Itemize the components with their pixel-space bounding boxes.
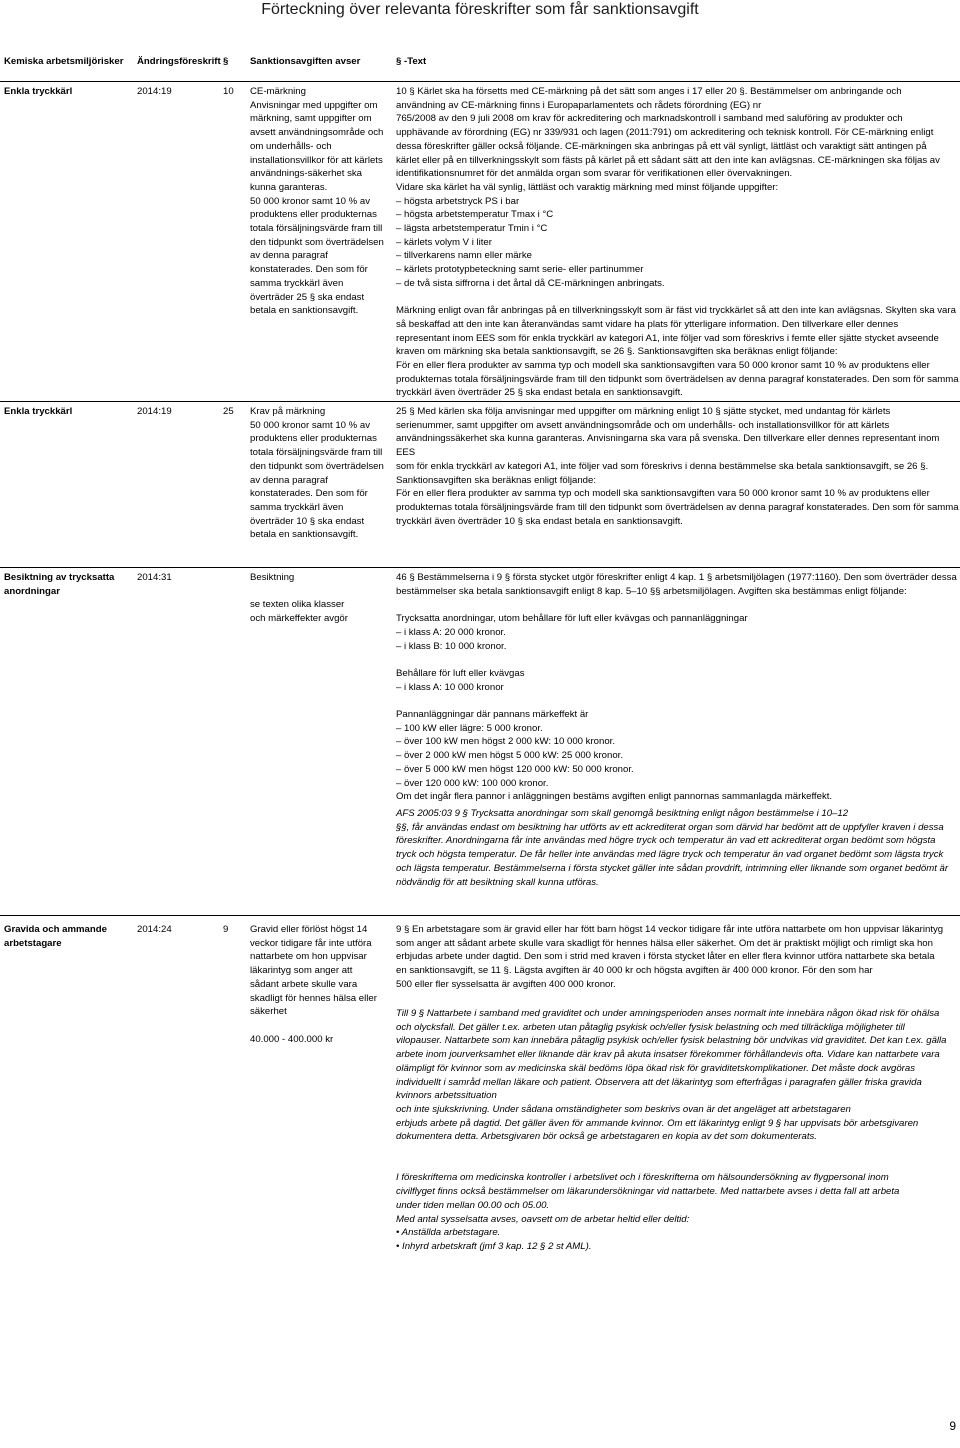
text-line: kunna garanteras. <box>250 181 328 193</box>
row-avser <box>250 85 392 318</box>
text-line: se texten olika klasser <box>250 599 345 611</box>
text-line: erbjudas arbete under dagtid. Den som i strid med kraven i första stycket låter en eller flera kvinnor utföra nattarbete ska betala <box>396 951 935 963</box>
text-line: överträder 10 § ska endast <box>250 515 365 527</box>
text-line: AFS 2005:03 9 § Trycksatta anordningar som skall genomgå besiktning enligt någon bestämmelse i 10–12 <box>396 808 849 819</box>
text-line: 46 § Bestämmelserna i 9 § första stycket utgör föreskrifter enligt 4 kap. 1 § arbetsmiljölagen (1977:1160). Den som överträder dessa <box>396 572 957 583</box>
text-line: – kärlets prototypbeteckning samt serie- eller partinummer <box>396 264 644 276</box>
text-line: För en eller flera produkter av samma typ och modell ska sanktionsavgiften vara 50 000 kronor samt 10 % av produktens eller <box>396 488 930 500</box>
text-line: säkerhet <box>250 1006 287 1018</box>
text-line: under tiden mellan 00.00 och 05.00. <box>396 1199 550 1211</box>
row-divider <box>0 81 960 82</box>
header-para: § <box>223 56 229 67</box>
text-line <box>396 291 960 305</box>
row-text <box>396 405 960 528</box>
text-line: 10 § Kärlet ska ha försetts med CE-märkning på det sätt som anges i 17 eller 20 §. Bestämmelser om anbringande och <box>396 86 902 97</box>
text-line: Anvisningar med uppgifter om <box>250 99 378 111</box>
row-para: 9 <box>223 924 229 935</box>
text-line: samma tryckkärl även <box>250 277 344 289</box>
text-line: – kärlets volym V i liter <box>396 236 492 248</box>
text-line: – högsta arbetstemperatur Tmax i °C <box>396 209 554 221</box>
row-change: 2014:19 <box>137 406 172 417</box>
row-text <box>396 571 960 804</box>
text-line: 9 § En arbetstagare som är gravid eller har fött barn högst 14 veckor tidigare får inte utföra nattarbete om hon uppvisar läkarintyg <box>396 924 944 935</box>
text-line: • Anställda arbetstagare. <box>396 1227 501 1239</box>
row-text <box>396 923 960 992</box>
text-line: kvinnors arbetssituation <box>396 1090 497 1102</box>
text-line: användningssäkerhet ska kunna garanteras. Anvisningarna ska vara på svenska. Den tillverkare eller dennes representant inom EES <box>396 433 940 459</box>
row-risk: Gravida och ammande arbetstagare <box>4 924 107 949</box>
text-line: avsett användningsområde och <box>250 127 384 139</box>
header-risk: Kemiska arbetsmiljörisker <box>4 56 124 67</box>
text-line <box>250 1019 392 1033</box>
text-line: dokumentera detta. Arbetsgivaren bör också ge arbetstagaren en kopia av det som dokumenterats. <box>396 1131 817 1143</box>
text-line: totala försäljningsvärde fram till <box>250 223 383 235</box>
text-line: och olycksfall. Det gäller t.ex. arbeten utan påtaglig psykisk och/eller fysisk belastning och med tillräckliga möjligheter till <box>396 1021 905 1033</box>
text-line: serienummer, samt uppgifter om avsett användningsområde och om underhålls- och installationsvillkor för att kärlets <box>396 419 890 431</box>
row-para: 10 <box>223 86 234 97</box>
text-line: Gravid eller förlöst högst 14 <box>250 924 368 935</box>
row-risk: Enkla tryckkärl <box>4 406 73 417</box>
text-line: konstaterades. Den som för <box>250 264 368 276</box>
text-line: tryckkärl även överträder 25 § ska endast betala en sanktionsavgift. <box>396 387 683 399</box>
text-line <box>396 653 960 667</box>
text-line: och märkeffekter avgör <box>250 613 348 625</box>
text-line: användnings-säkerhet ska <box>250 168 362 180</box>
text-line: kärlet eller på en tillverkningsskylt som fästs på kärlet på ett sådant sätt att den inte kan avlägsnas. CE-märkningen ska följas av <box>396 154 940 166</box>
text-line: märkning, samt uppgifter om <box>250 113 372 125</box>
row-italic-text <box>396 807 960 889</box>
row-divider <box>0 567 960 568</box>
text-line: produktens eller produkternas <box>250 209 377 221</box>
text-line: individuellt i samråd mellan läkare och patient. Observera att det läkarintyg som efterfrågas i paragrafen gäller friska gravida <box>396 1076 922 1088</box>
text-line: den tidpunkt som överträdelsen <box>250 460 384 472</box>
text-line: produktens eller produkternas <box>250 433 377 445</box>
text-line: vilopauser. Nattarbete som kan innebära påtaglig psykisk och/eller fysisk belastning bör undvikas vid graviditet. Det kan t.ex. gälla <box>396 1035 947 1047</box>
text-line: Pannanläggningar där pannans märkeffekt är <box>396 708 589 720</box>
text-line: produkternas totala försäljningsvärde fram till den tidpunkt som överträdelsen av denna paragraf konstaterades. Den som för samma <box>396 373 959 385</box>
text-line: Med antal sysselsatta avses, oavsett om de arbetar heltid eller deltid: <box>396 1213 690 1225</box>
text-line: – i klass B: 10 000 kronor. <box>396 640 507 652</box>
text-line: sådant arbete skulle vara <box>250 978 358 990</box>
text-line: nödvändig för att besiktning skall kunna utföras. <box>396 876 599 888</box>
text-line: installationsvillkor för att kärlets <box>250 154 383 166</box>
text-line: – de två sista siffrorna i det årtal då CE-märkningen anbringats. <box>396 277 665 289</box>
header-avser: Sanktionsavgiften avser <box>250 56 361 67</box>
row-divider <box>0 915 960 916</box>
text-line: Besiktning <box>250 572 295 583</box>
text-line: – i klass A: 10 000 kronor <box>396 681 504 693</box>
text-line: betala en sanktionsavgift. <box>250 305 359 317</box>
header-change: Ändringsföreskrift <box>137 56 221 67</box>
row-change: 2014:19 <box>137 86 172 97</box>
text-line: och lägsta temperatur. Bestämmelserna i första stycket gäller inte sådan provdrift, intrimning eller liknande som organet bedömt är <box>396 862 949 874</box>
text-line: om underhålls- och <box>250 140 332 152</box>
text-line: 50 000 kronor samt 10 % av <box>250 419 370 431</box>
page-title: Förteckning över relevanta föreskrifter som får sanktionsavgift <box>261 1 699 18</box>
row-divider <box>0 401 960 402</box>
text-line: – över 100 kW men högst 2 000 kW: 10 000 kronor. <box>396 736 616 748</box>
row-avser <box>250 923 392 1046</box>
text-line: – lägsta arbetstemperatur Tmin i °C <box>396 223 548 235</box>
text-line: tryckkärl även överträder 10 § ska endast betala en sanktionsavgift. <box>396 515 683 527</box>
header-text: § -Text <box>396 56 427 67</box>
row-change: 2014:24 <box>137 924 172 935</box>
text-line: • Inhyrd arbetskraft (jmf 3 kap. 12 § 2 st AML). <box>396 1240 592 1252</box>
text-line: föreskrifter. Anordningarna får inte användas med högre tryck och temperatur än vad ett ackrediterat organ bedömt som högsta <box>396 835 936 847</box>
text-line: skadligt för hennes hälsa eller <box>250 992 377 1004</box>
row-avser <box>250 405 392 542</box>
text-line: – över 120 000 kW: 100 000 kronor. <box>396 777 549 789</box>
text-line: Vidare ska kärlet ha väl synlig, lättläst och varaktig märkning med minst följande uppgifter: <box>396 181 779 193</box>
row-italic-text <box>396 1007 960 1254</box>
text-line: nattarbete om hon uppvisar <box>250 951 367 963</box>
text-line: överträder 25 § ska endast <box>250 291 365 303</box>
text-line: arbete inom jourverksamhet eller liknande där krav på akuta insatser förekommer förhållandevis ofta. Vidare kan nattarbete vara <box>396 1049 940 1061</box>
row-text <box>396 85 960 400</box>
text-line: som anger att sådant arbete skulle vara skadligt för hennes hälsa eller säkerhet. Om det är praktiskt möjligt och rimligt ska hon <box>396 937 933 949</box>
text-line: Trycksatta anordningar, utom behållare för luft eller kvävgas och pannanläggningar <box>396 613 748 625</box>
text-line: – i klass A: 20 000 kronor. <box>396 626 506 638</box>
text-line: konstaterades. Den som för <box>250 488 368 500</box>
text-line: totala försäljningsvärde fram till <box>250 447 383 459</box>
text-line <box>250 585 392 599</box>
text-line <box>396 694 960 708</box>
text-line: 50 000 kronor samt 10 % av <box>250 195 370 207</box>
text-line: Krav på märkning <box>250 406 326 417</box>
text-line: – över 2 000 kW men högst 5 000 kW: 25 000 kronor. <box>396 750 624 762</box>
text-line: civilflyget finns också bestämmelser om läkarundersökningar vid nattarbete. Med nattarbete avses i detta fall att arbeta <box>396 1186 900 1198</box>
text-line <box>396 1144 960 1158</box>
text-line: 25 § Med kärlen ska följa anvisningar med uppgifter om märkning enligt 10 § sjätte stycket, med undantag för kärlets <box>396 406 891 417</box>
text-line: betala en sanktionsavgift. <box>250 529 359 541</box>
text-line: dessa föreskrifter gäller också följande. CE-märkningen ska anbringas på ett väl synligt, lättläst och varaktigt sätt antingen på <box>396 140 927 152</box>
text-line: kraven om märkning ska betala sanktionsavgift, se 26 §. Sanktionsavgiften ska beräknas enligt följande: <box>396 346 838 358</box>
text-line: tryck och högsta temperatur. De får heller inte användas med lägre tryck och temperatur än vad organet bedömt som lägsta tryck <box>396 849 944 861</box>
text-line: Märkning enligt ovan får anbringas på en tillverkningsskylt som är fäst vid tryckkärlet så att den inte kan avlägsnas. Skylten ska vara <box>396 305 956 317</box>
text-line: veckor tidigare får inte utföra <box>250 937 372 949</box>
row-avser <box>250 571 392 626</box>
page-number: 9 <box>949 1419 956 1434</box>
row-risk: Besiktning av trycksatta anordningar <box>4 572 115 597</box>
text-line: – högsta arbetstryck PS i bar <box>396 195 520 207</box>
text-line: representant inom EES som för enkla tryckkärl av kategori A1, inte följer vad som föreskrivs i femte eller sjätte stycket avseende <box>396 332 939 344</box>
text-line: I föreskrifterna om medicinska kontroller i arbetslivet och i föreskrifterna om hälsoundersökning av flygpersonal inom <box>396 1172 889 1184</box>
text-line <box>396 1158 960 1172</box>
text-line: För en eller flera produkter av samma typ och modell ska sanktionsavgiften vara 50 000 kronor samt 10 % av produktens eller <box>396 360 930 372</box>
text-line <box>396 598 960 612</box>
text-line: som för enkla tryckkärl av kategori A1, inte följer vad som föreskrivs i denna bestämmelse ska betala sanktionsavgift, se 26 §. <box>396 460 929 472</box>
row-change: 2014:31 <box>137 572 172 583</box>
text-line: av denna paragraf <box>250 474 328 486</box>
text-line: bestämmelser ska betala sanktionsavgift enligt 8 kap. 5–10 §§ arbetsmiljölagen. Avgiften ska bestämmas enligt följande: <box>396 585 907 597</box>
text-line: CE-märkning <box>250 86 306 97</box>
text-line: Till 9 § Nattarbete i samband med graviditet och under amningsperioden anses normalt inte innebära någon ökad risk för ohälsa <box>396 1008 940 1019</box>
row-para: 25 <box>223 406 234 417</box>
text-line: en sanktionsavgift, se 11 §. Lägsta avgiften är 40 000 kr och högsta avgiften är 400 000 kronor. För den som har <box>396 965 873 977</box>
text-line: produkternas totala försäljningsvärde fram till den tidpunkt som överträdelsen av denna paragraf konstaterades. Den som för samma <box>396 501 959 513</box>
text-line: identifikationsnumret för det anmälda organ som svarar för verifikationen eller övervakningen. <box>396 168 793 180</box>
text-line: erbjuds arbete på dagtid. Det gäller även för ammande kvinnor. Om ett läkarintyg enligt 9 § har uppvisats bör arbetsgivaren <box>396 1117 919 1129</box>
text-line: – tillverkarens namn eller märke <box>396 250 532 262</box>
text-line: 765/2008 av den 9 juli 2008 om krav för ackreditering och marknadskontroll i samband med saluföring av produkter och <box>396 113 903 125</box>
text-line: upphävande av förordning (EG) nr 339/931 och lagen (2011:791) om ackreditering och teknisk kontroll. För CE-märkning enligt <box>396 127 934 139</box>
text-line: av denna paragraf <box>250 250 328 262</box>
text-line: – 100 kW eller lägre: 5 000 kronor. <box>396 722 543 734</box>
text-line: Sanktionsavgiften ska beräknas enligt följande: <box>396 474 596 486</box>
text-line: olämpligt för kvinnor som av medicinska skäl bedöms löpa ökad risk för graviditetskomplikationer. Det måste dock avgöras <box>396 1062 915 1074</box>
text-line: den tidpunkt som överträdelsen <box>250 236 384 248</box>
text-line: Om det ingår flera pannor i anläggningen bestäms avgiften enligt pannornas sammanlagda märkeffekt. <box>396 791 833 803</box>
text-line: – över 5 000 kW men högst 120 000 kW: 50 000 kronor. <box>396 763 634 775</box>
text-line: 40.000 - 400.000 kr <box>250 1033 334 1045</box>
text-line: så beskaffad att den inte kan återanvändas samt vidare ha plats för ytterligare information. Den tillverkare eller dennes <box>396 318 899 330</box>
text-line: Behållare för luft eller kvävgas <box>396 667 525 679</box>
text-line: 500 eller fler sysselsatta är avgiften 400 000 kronor. <box>396 978 616 990</box>
text-line: och inte sjukskrivning. Under sådana omständigheter som beskrivs ovan är det angeläget att arbetstagaren <box>396 1103 851 1115</box>
text-line: användning av CE-märkning finns i Europaparlamentets och rådets förordning (EG) nr <box>396 99 762 111</box>
text-line: läkarintyg som anger att <box>250 965 353 977</box>
row-risk: Enkla tryckkärl <box>4 86 73 97</box>
text-line: §§, får användas endast om besiktning har utförts av ett ackrediterat organ som därvid har bedömt att de uppfyller kraven i dessa <box>396 821 944 833</box>
text-line: samma tryckkärl även <box>250 501 344 513</box>
